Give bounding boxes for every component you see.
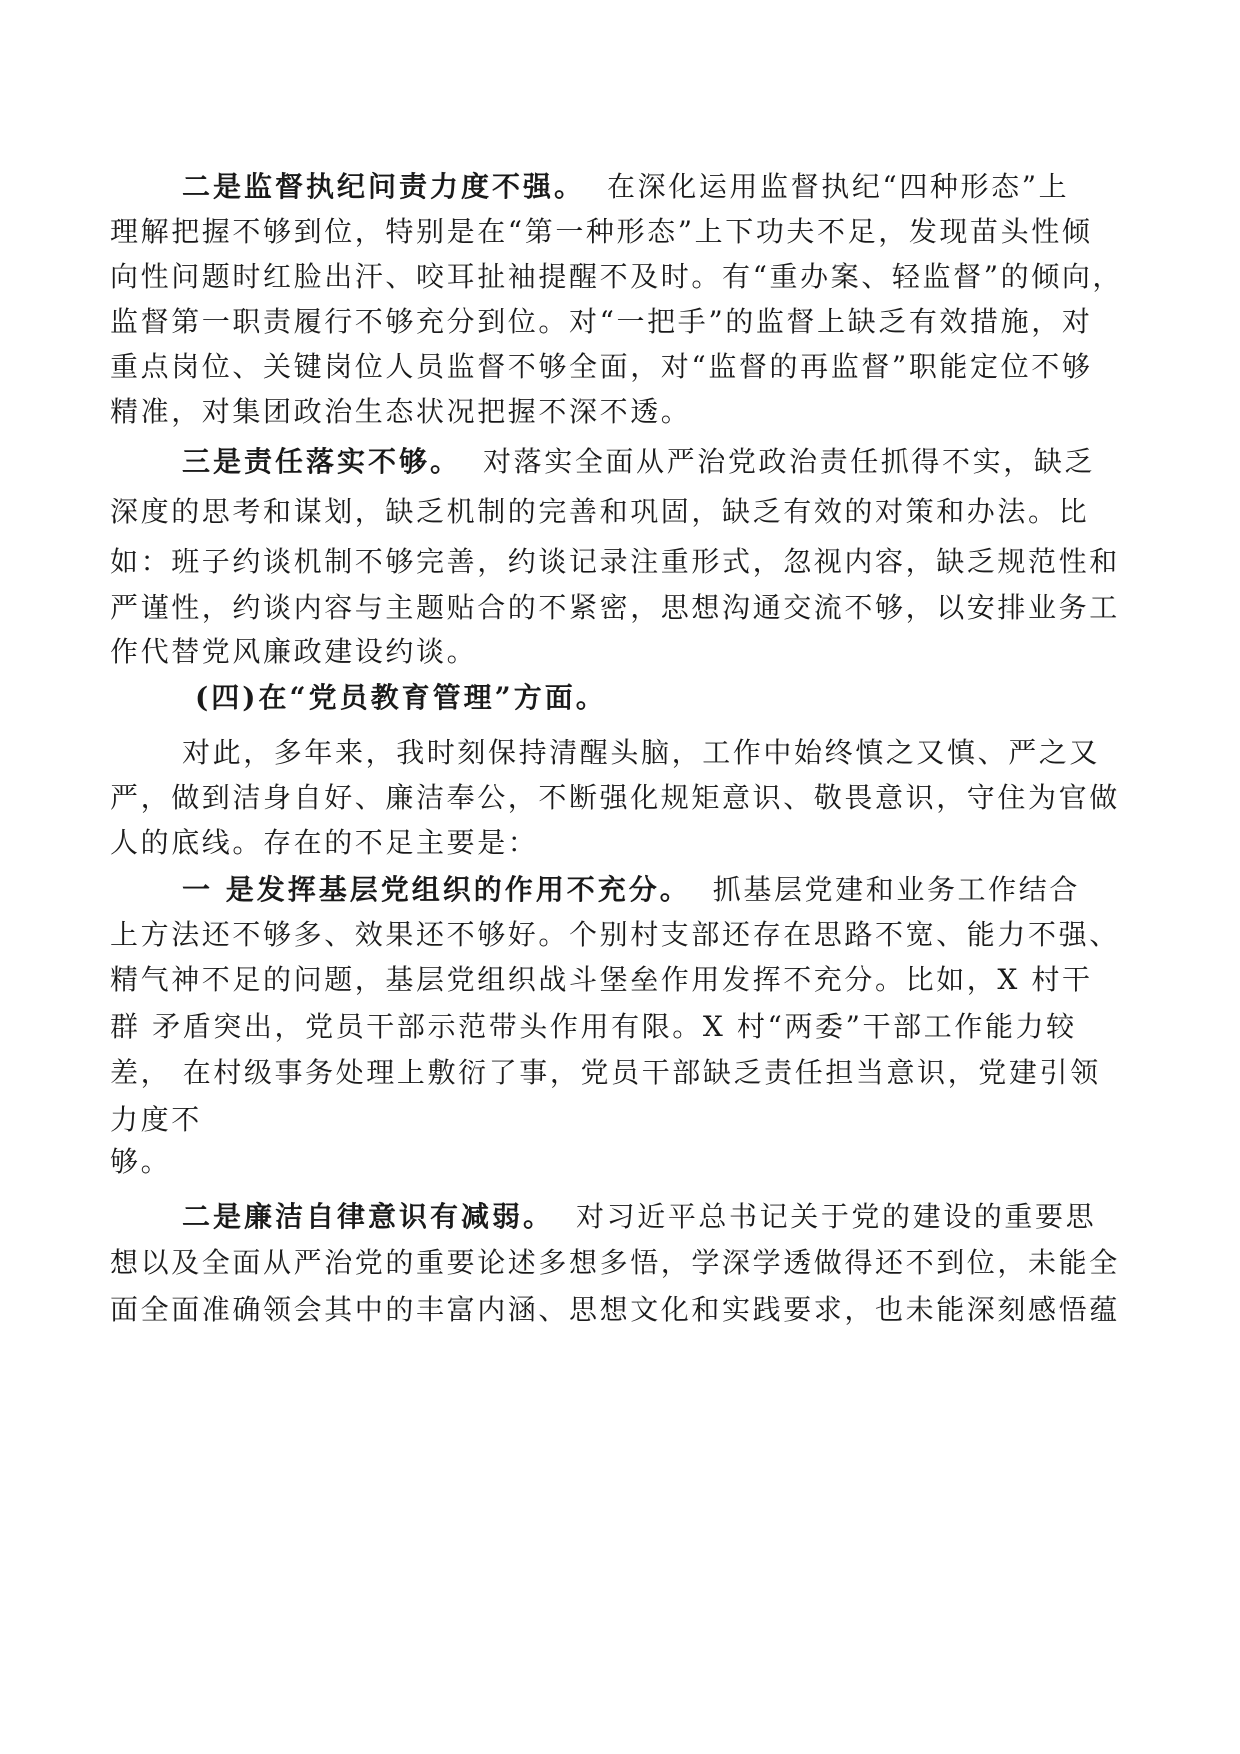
- paragraph-line: 严谨性，约谈内容与主题贴合的不紧密，思想沟通交流不够，以安排业务工: [110, 591, 1120, 624]
- section-heading: 一 是发挥基层党组织的作用不充分。: [182, 873, 691, 906]
- paragraph-line: 差， 在村级事务处理上敷衍了事，党员干部缺乏责任担当意识，党建引领: [110, 1056, 1101, 1089]
- section-title: (四)在“党员教育管理”方面。: [195, 681, 607, 714]
- paragraph-line: 作代替党风廉政建设约谈。: [110, 635, 478, 668]
- paragraph-line: 够。: [110, 1145, 172, 1178]
- paragraph-line: 严，做到洁身自好、廉洁奉公，不断强化规矩意识、敬畏意识，守住为官做: [110, 781, 1120, 814]
- paragraph-line: 群 矛盾突出，党员干部示范带头作用有限。X 村“两委”干部工作能力较: [110, 1010, 1077, 1043]
- section-heading: 三是责任落实不够。: [182, 445, 462, 478]
- paragraph-line: 力度不: [110, 1103, 202, 1136]
- paragraph-line: 重点岗位、关键岗位人员监督不够全面，对“监督的再监督”职能定位不够: [110, 350, 1093, 383]
- paragraph-text: 在深化运用监督执纪“四种形态”上: [607, 170, 1070, 203]
- paragraph-line: [182, 442, 1135, 482]
- paragraph-line: 深度的思考和谋划，缺乏机制的完善和巩固，缺乏有效的对策和办法。比: [110, 495, 1090, 528]
- paragraph-text: 抓基层党建和业务工作结合: [712, 873, 1080, 906]
- paragraph-line: 人的底线。存在的不足主要是：: [110, 826, 539, 859]
- paragraph-line: [182, 1197, 1135, 1237]
- paragraph-text: 对习近平总书记关于党的建设的重要思: [576, 1200, 1097, 1233]
- paragraph-line: 面全面准确领会其中的丰富内涵、思想文化和实践要求，也未能深刻感悟蕴: [110, 1293, 1120, 1326]
- paragraph-line: 对此，多年来，我时刻保持清醒头脑，工作中始终慎之又慎、严之又: [182, 736, 1101, 769]
- paragraph-line: 上方法还不够多、效果还不够好。个别村支部还存在思路不宽、能力不强、: [110, 918, 1120, 951]
- paragraph-line: 精气神不足的问题，基层党组织战斗堡垒作用发挥不充分。比如，X 村干: [110, 963, 1093, 996]
- section-heading: 二是廉洁自律意识有减弱。: [182, 1200, 555, 1233]
- paragraph-line: 向性问题时红脸出汗、咬耳扯袖提醒不及时。有“重办案、轻监督”的倾向，: [110, 260, 1124, 293]
- paragraph-line: 如：班子约谈机制不够完善，约谈记录注重形式，忽视内容，缺乏规范性和: [110, 545, 1120, 578]
- section-heading: 二是监督执纪问责力度不强。: [182, 170, 586, 203]
- paragraph-line: 精准，对集团政治生态状况把握不深不透。: [110, 395, 692, 428]
- paragraph-text: 对落实全面从严治党政治责任抓得不实，缺乏: [483, 445, 1096, 478]
- paragraph-line: 想以及全面从严治党的重要论述多想多悟，学深学透做得还不到位，未能全: [110, 1246, 1120, 1279]
- paragraph-line: [182, 870, 1135, 910]
- paragraph-line: [182, 167, 1135, 207]
- paragraph-line: 理解把握不够到位，特别是在“第一种形态”上下功夫不足，发现苗头性倾: [110, 215, 1093, 248]
- paragraph-line: 监督第一职责履行不够充分到位。对“一把手”的监督上缺乏有效措施，对: [110, 305, 1093, 338]
